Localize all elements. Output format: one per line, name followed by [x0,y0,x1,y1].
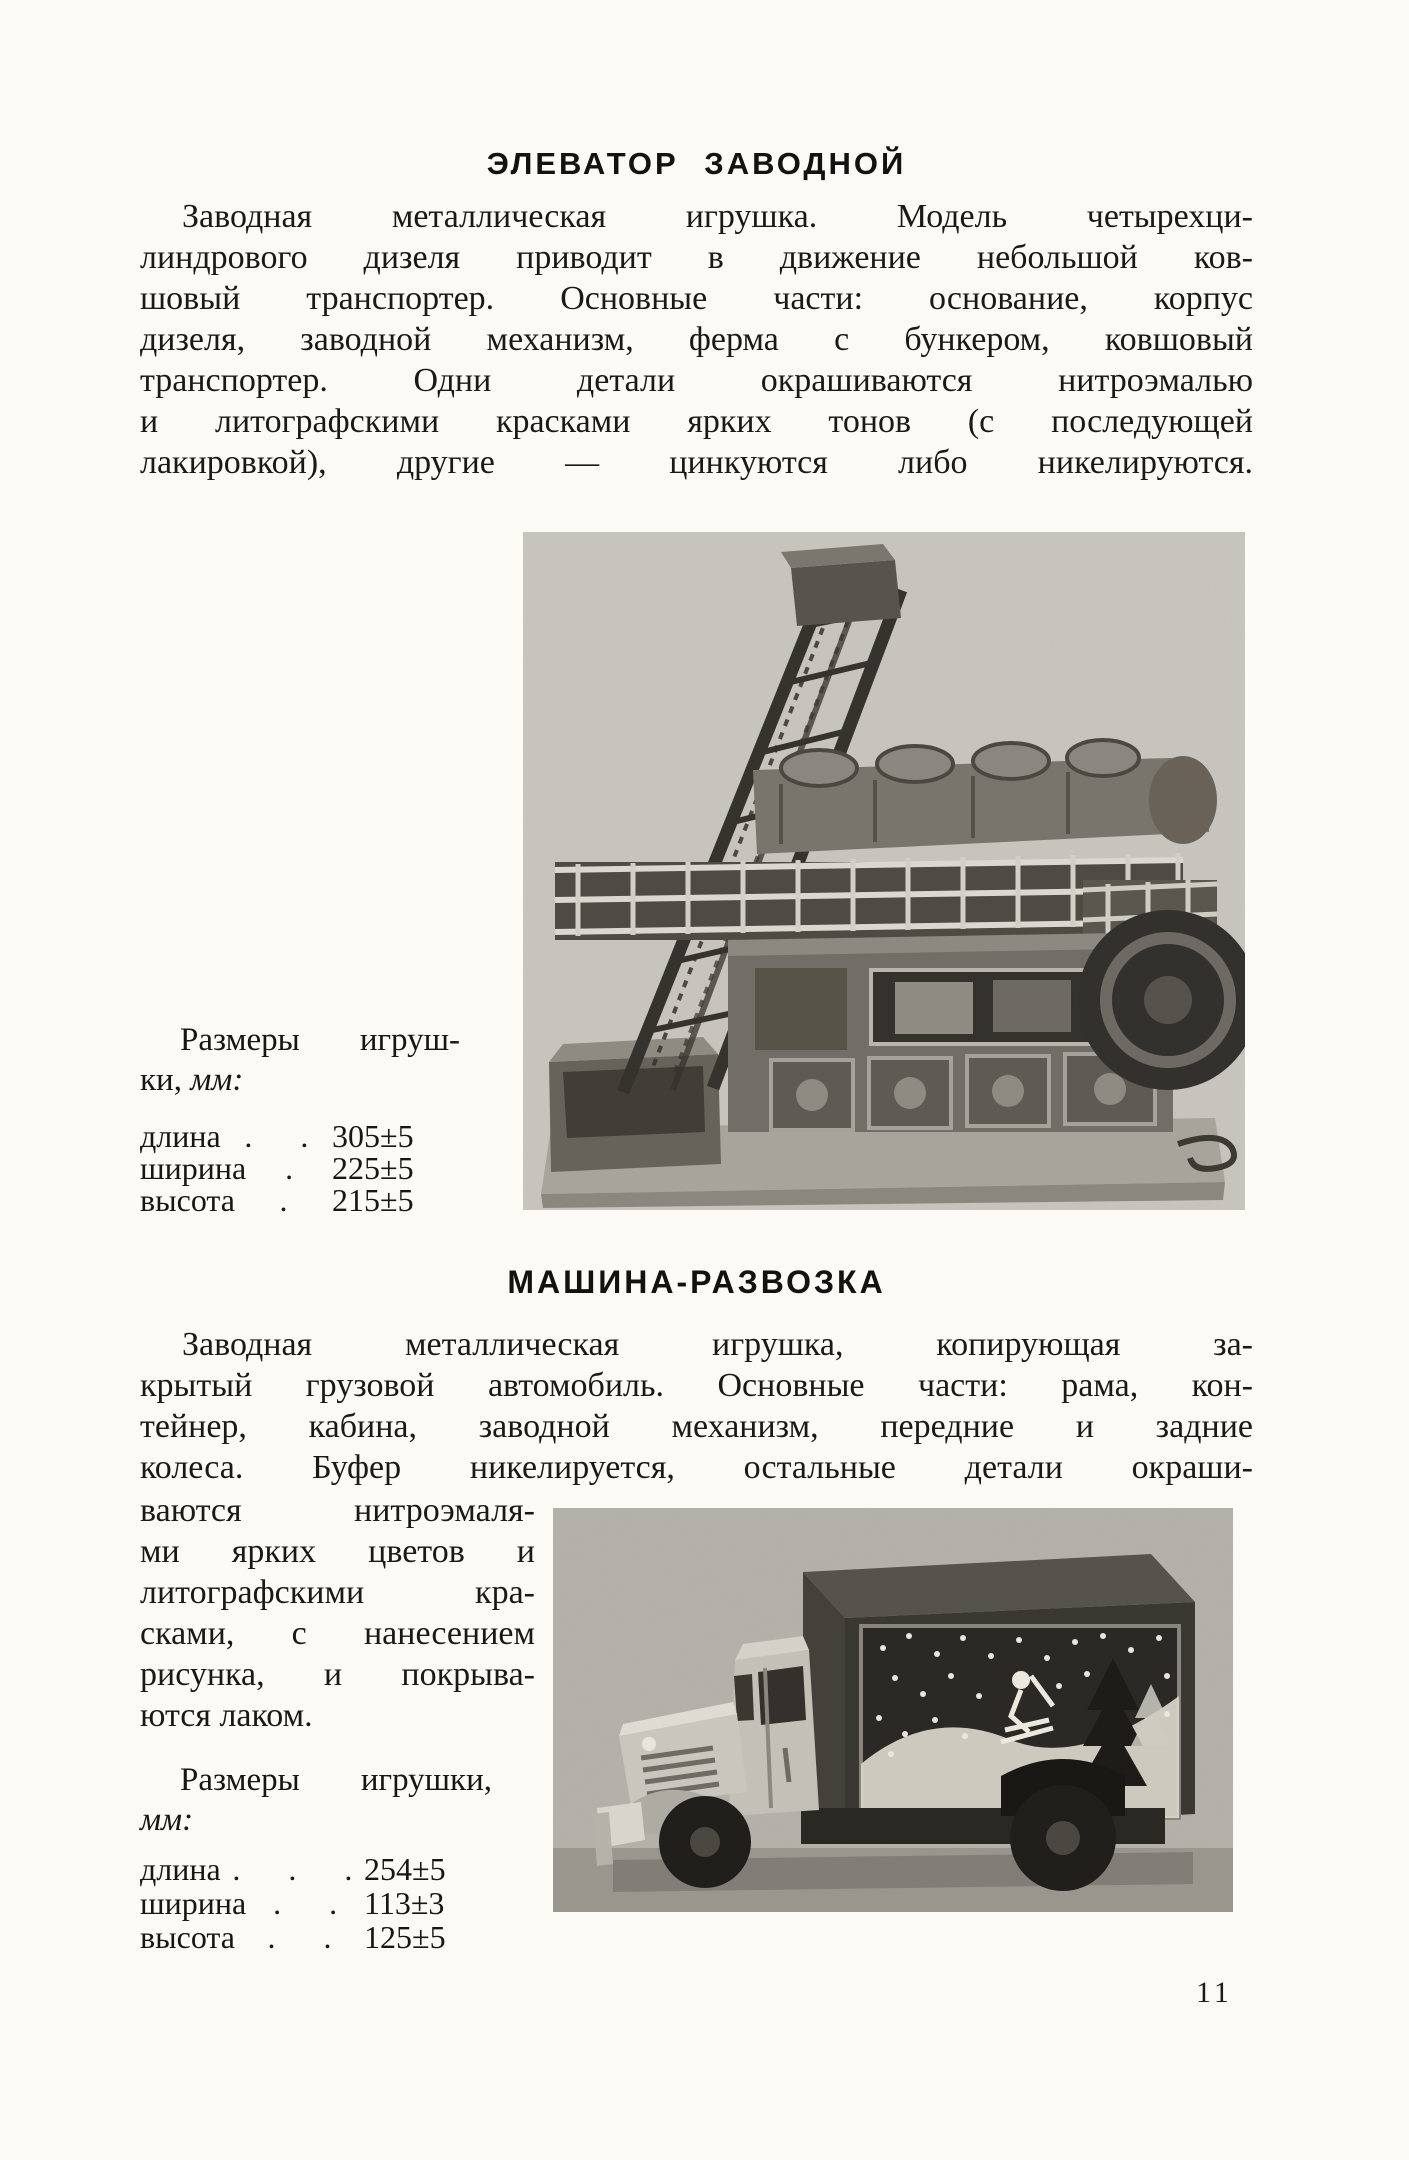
paragraph-line: ми ярких цветов и [140,1533,535,1570]
truck-dimensions [140,1760,492,1954]
dimension-value: 225±5 [332,1150,414,1186]
paragraph-line: транспортер. Одни детали окрашиваются нитроэмалью [140,362,1253,399]
dimensions-heading-line [140,1060,460,1100]
dimension-rows [140,1120,460,1216]
leader-dots: . [279,1182,288,1218]
paragraph-line: дизеля, заводной механизм, ферма с бункером, ковшовый [140,321,1253,358]
paragraph-line: ются лаком. [140,1697,313,1734]
leader-dots: . . [273,1885,338,1921]
dimension-value: 254±5 [364,1851,446,1887]
dimensions-heading-line: Размеры игрушки, [180,1762,492,1798]
dimension-value: 125±5 [364,1919,446,1955]
paragraph-line: лакировкой), другие — цинкуются либо никелируются. [140,444,1253,481]
dimension-value: 215±5 [332,1182,414,1218]
paragraph-line: ваются нитроэмаля- [140,1492,535,1529]
leader-dots: . . [244,1118,309,1154]
dimension-row-length [140,1852,492,1886]
paragraph-line: Заводная металлическая игрушка. Модель четырехци- [182,198,1253,235]
paragraph-line: Заводная металлическая игрушка, копирующая за- [182,1326,1253,1363]
truck-paragraph-column [140,1490,535,1736]
page-number: 11 [1196,1976,1233,2009]
dimension-row-height [140,1184,460,1216]
paragraph-line: литографскими кра- [140,1574,535,1611]
dimensions-heading-prefix: ки, [140,1062,191,1098]
dimension-label: ширина [140,1150,247,1186]
dimensions-heading-line [140,1800,492,1840]
paragraph-line: сками, с нанесением [140,1615,535,1652]
leader-dots: . . . [232,1851,353,1887]
paragraph-line: крытый грузовой автомобиль. Основные части: рама, кон- [140,1367,1253,1404]
paragraph-line: тейнер, кабина, заводной механизм, передние и задние [140,1408,1253,1445]
dimension-row-width [140,1886,492,1920]
section-title-truck: МАШИНА-РАЗВОЗКА [507,1264,886,1300]
dimension-value: 305±5 [332,1118,414,1154]
paragraph-line: колеса. Буфер никелируется, остальные детали окраши- [140,1449,1253,1486]
truck-paragraph [140,1324,1253,1488]
leader-dots: . [285,1150,294,1186]
dimension-row-height [140,1920,492,1954]
dimension-rows [140,1852,492,1954]
leader-dots: . . [267,1919,332,1955]
paragraph-line: шовый транспортер. Основные части: основание, корпус [140,280,1253,317]
dimension-label: высота [140,1182,235,1218]
delivery-truck-photo [553,1508,1233,1912]
elevator-dimensions [140,1020,460,1216]
elevator-paragraph [140,196,1253,483]
dimension-label: длина [140,1851,221,1887]
paragraph-line: рисунка, и покрыва- [140,1656,535,1693]
unit-label: мм: [140,1802,194,1838]
dimension-label: высота [140,1919,235,1955]
paragraph-line: линдрового дизеля приводит в движение небольшой ков- [140,239,1253,276]
paragraph-line: и литографскими красками ярких тонов (с последующей [140,403,1253,440]
dimension-row-length [140,1120,460,1152]
dimension-row-width [140,1152,460,1184]
section-title-elevator: ЭЛЕВАТОР ЗАВОДНОЙ [486,146,907,181]
dimension-label: ширина [140,1885,247,1921]
elevator-toy-photo [523,532,1245,1210]
dimensions-heading-line: Размеры игруш- [180,1022,460,1058]
unit-label: мм: [190,1062,244,1098]
dimension-value: 113±3 [364,1885,445,1921]
dimension-label: длина [140,1118,221,1154]
